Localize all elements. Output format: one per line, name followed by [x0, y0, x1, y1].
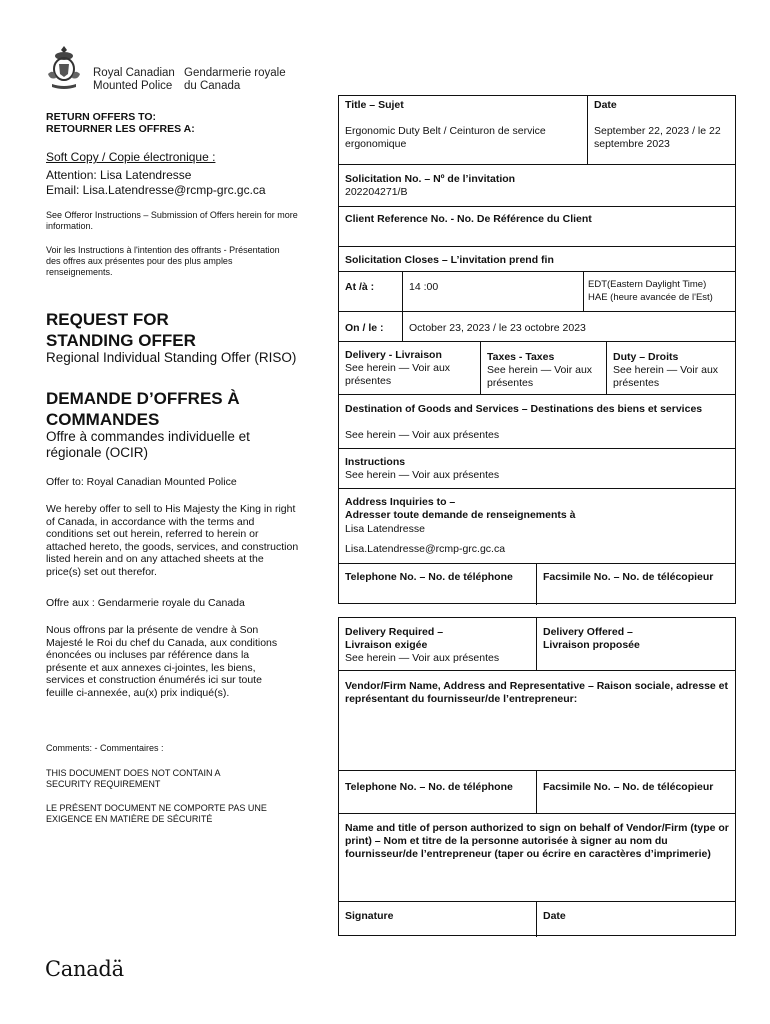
divider: [339, 164, 735, 165]
rcmp-crest-logo: [44, 44, 84, 90]
divider: [536, 563, 537, 605]
divider: [536, 770, 537, 813]
security-statement-fr: LE PRÉSENT DOCUMENT NE COMPORTE PAS UNE EXIGENCE EN MATIÈRE DE SÉCURITÉ: [46, 803, 267, 824]
divider: [480, 341, 481, 394]
timezone-fr: HAE (heure avancée de l'Est): [588, 292, 713, 303]
divider: [402, 271, 403, 311]
canada-wordmark: Canadä: [45, 957, 124, 981]
taxes-value: See herein — Voir aux présentes: [487, 364, 593, 389]
fax-label: Facsimile No. – No. de télécopieur: [543, 571, 714, 583]
delivery-offered-label-en[interactable]: Delivery Offered –: [543, 626, 633, 638]
rfso-subtitle: Regional Individual Standing Offer (RISO): [46, 350, 297, 365]
divider: [339, 341, 735, 342]
signature-label[interactable]: Signature: [345, 910, 394, 922]
divider: [606, 341, 607, 394]
taxes-label: Taxes - Taxes: [487, 351, 555, 363]
attention-line: Attention: Lisa Latendresse: [46, 168, 192, 182]
date-value[interactable]: September 22, 2023 / le 22 septembre 2023: [594, 125, 721, 150]
agency-fr-line-2: du Canada: [184, 80, 241, 92]
rfso-title: REQUEST FOR STANDING OFFER: [46, 310, 196, 350]
instructions-value: See herein — Voir aux présentes: [345, 469, 500, 481]
offer-to-line: Offer to: Royal Canadian Mounted Police: [46, 476, 237, 488]
signature-date-label[interactable]: Date: [543, 910, 566, 922]
agency-en-line-1: Royal Canadian: [93, 67, 175, 79]
duty-label: Duty – Droits: [613, 351, 679, 363]
at-label: At /à :: [345, 281, 375, 293]
agency-en-line-2: Mounted Police: [93, 80, 173, 92]
offer-text-en: We hereby offer to sell to His Majesty the King in right of Canada, in accordance with the terms and conditions set out herein, referred to herein or attached hereto, the goods, services, and construction listed herein and on any attached sheets at the price(s) set out therefor.: [46, 503, 299, 578]
return-offers-en: RETURN OFFERS TO:: [46, 111, 157, 123]
vendor-fax-label[interactable]: Facsimile No. – No. de télécopieur: [543, 781, 714, 793]
divider: [339, 488, 735, 489]
divider: [587, 96, 588, 164]
offeror-instructions-fr: Voir les Instructions à l'intention des offrants - Présentation des offres aux présentes pour des plus amples renseignements.: [46, 245, 280, 277]
duty-value: See herein — Voir aux présentes: [613, 364, 719, 389]
authorized-person-label[interactable]: Name and title of person authorized to sign on behalf of Vendor/Firm (type or print) – Nom et titre de la personne autorisée à signer au nom du fournisseur/de l’entrepreneur (taper ou écrire en caractères d’imprimerie): [345, 822, 729, 860]
destination-label: Destination of Goods and Services – Destinations des biens et services: [345, 403, 703, 415]
date-label: Date: [594, 99, 617, 111]
divider: [339, 813, 735, 814]
divider: [583, 271, 584, 311]
timezone-en: EDT(Eastern Daylight Time): [588, 279, 707, 290]
address-name: Lisa Latendresse: [345, 523, 425, 535]
divider: [339, 206, 735, 207]
divider: [339, 311, 735, 312]
address-email[interactable]: Lisa.Latendresse@rcmp-grc.gc.ca: [345, 543, 506, 555]
agency-name: [93, 67, 286, 93]
vendor-label[interactable]: Vendor/Firm Name, Address and Representative – Raison sociale, adresse et représentant du fournisseur/de l’entrepreneur:: [345, 680, 729, 705]
delivery-required-label-en: Delivery Required –: [345, 626, 444, 638]
title-label: Title – Sujet: [345, 99, 404, 111]
comments-label: Comments: - Commentaires :: [46, 743, 164, 753]
delivery-offered-label-fr: Livraison proposée: [543, 639, 640, 651]
on-value[interactable]: October 23, 2023 / le 23 octobre 2023: [409, 322, 586, 334]
offeror-instructions-en: See Offeror Instructions – Submission of Offers herein for more information.: [46, 210, 298, 231]
solicitation-form: [338, 95, 736, 604]
divider: [339, 448, 735, 449]
divider: [339, 394, 735, 395]
divider: [339, 246, 735, 247]
dao-subtitle: Offre à commandes individuelle et régionale (OCIR): [46, 429, 250, 460]
divider: [402, 311, 403, 341]
divider: [536, 618, 537, 670]
on-label: On / le :: [345, 322, 384, 334]
delivery-label: Delivery - Livraison: [345, 349, 442, 361]
address-label-en: Address Inquiries to –: [345, 496, 456, 508]
divider: [536, 901, 537, 937]
vendor-telephone-label[interactable]: Telephone No. – No. de téléphone: [345, 781, 513, 793]
soft-copy-heading: Soft Copy / Copie électronique :: [46, 150, 216, 164]
address-label-fr: Adresser toute demande de renseignements à: [345, 509, 576, 521]
offer-text-fr: Nous offrons par la présente de vendre à Son Majesté le Roi du chef du Canada, aux conditions énoncées ou incluses par référence dans la présente et aux annexes ci-jointes, les biens, services et construction énumérés ici sur toute feuille ci-annexée, au(x) prix indiqué(s).: [46, 624, 278, 699]
instructions-label: Instructions: [345, 456, 406, 468]
dao-title: DEMANDE D’OFFRES À COMMANDES: [46, 389, 240, 429]
title-value[interactable]: Ergonomic Duty Belt / Ceinturon de service ergonomique: [345, 125, 546, 150]
solicitation-value[interactable]: 202204271/B: [345, 186, 408, 198]
divider: [339, 563, 735, 564]
email-line: Email: Lisa.Latendresse@rcmp-grc.gc.ca: [46, 183, 266, 197]
delivery-value: See herein — Voir aux présentes: [345, 362, 451, 387]
telephone-label: Telephone No. – No. de téléphone: [345, 571, 513, 583]
client-reference-label: Client Reference No. - No. De Référence du Client: [345, 213, 592, 225]
divider: [339, 271, 735, 272]
delivery-required-value: See herein — Voir aux présentes: [345, 652, 500, 664]
destination-value: See herein — Voir aux présentes: [345, 429, 500, 441]
security-statement-en: THIS DOCUMENT DOES NOT CONTAIN A SECURITY REQUIREMENT: [46, 768, 221, 789]
divider: [339, 770, 735, 771]
return-offers-fr: RETOURNER LES OFFRES A:: [46, 123, 195, 135]
solicitation-closes-label: Solicitation Closes – L’invitation prend fin: [345, 254, 554, 266]
offre-aux-line: Offre aux : Gendarmerie royale du Canada: [46, 597, 245, 609]
agency-fr-line-1: Gendarmerie royale: [184, 67, 286, 79]
divider: [339, 901, 735, 902]
solicitation-label: Solicitation No. – Nº de l’invitation: [345, 173, 516, 185]
delivery-required-label-fr: Livraison exigée: [345, 639, 428, 651]
at-value[interactable]: 14 :00: [409, 281, 439, 293]
divider: [339, 670, 735, 671]
vendor-form: [338, 617, 736, 936]
